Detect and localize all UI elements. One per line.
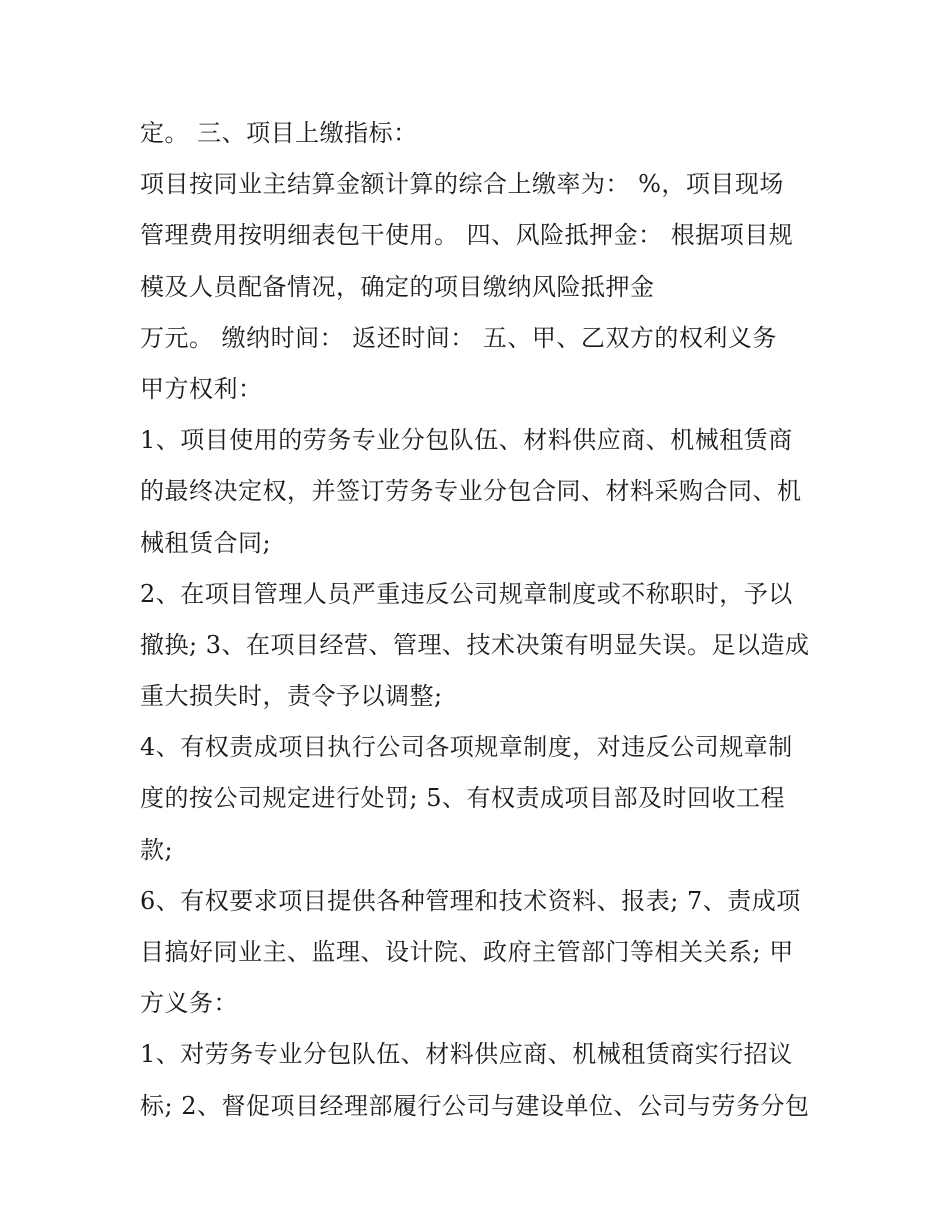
text-line: 1、对劳务专业分包队伍、材料供应商、机械租赁商实行招议 <box>140 1040 793 1069</box>
text-line: 标; 2、督促项目经理部履行公司与建设单位、公司与劳务分包 <box>140 1091 810 1120</box>
text-line: 4、有权责成项目执行公司各项规章制度，对违反公司规章制 <box>140 733 793 762</box>
text-line: 2、在项目管理人员严重违反公司规章制度或不称职时，予以 <box>140 579 793 608</box>
text-line: 管理费用按明细表包干使用。 四、风险抵押金： 根据项目规 <box>140 221 794 250</box>
text-line: 撤换; 3、在项目经营、管理、技术决策有明显失误。足以造成 <box>140 630 810 659</box>
text-line: 定。 三、项目上缴指标： <box>140 119 418 147</box>
text-line: 目搞好同业主、监理、设计院、政府主管部门等相关关系; 甲 <box>140 938 794 966</box>
document-body <box>140 108 820 1132</box>
text-line: 6、有权要求项目提供各种管理和技术资料、报表; 7、责成项 <box>140 886 801 915</box>
text-line: 重大损失时，责令予以调整; <box>140 682 443 711</box>
text-line: 模及人员配备情况，确定的项目缴纳风险抵押金 <box>140 272 655 301</box>
text-line: 万元。 缴纳时间： 返还时间： 五、甲、乙双方的权利义务 <box>140 323 777 352</box>
text-line: 甲方权利： <box>140 374 263 403</box>
text-line: 的最终决定权，并签订劳务专业分包合同、材料采购合同、机 <box>140 477 802 506</box>
text-line: 方义务： <box>140 989 238 1018</box>
text-line: 度的按公司规定进行处罚; 5、有权责成项目部及时回收工程 <box>140 784 785 813</box>
text-line: 项目按同业主结算金额计算的综合上缴率为： %，项目现场 <box>140 170 784 199</box>
text-line: 款; <box>140 835 174 864</box>
text-line: 械租赁合同; <box>140 528 272 557</box>
text-line: 1、项目使用的劳务专业分包队伍、材料供应商、机械租赁商 <box>140 426 793 455</box>
